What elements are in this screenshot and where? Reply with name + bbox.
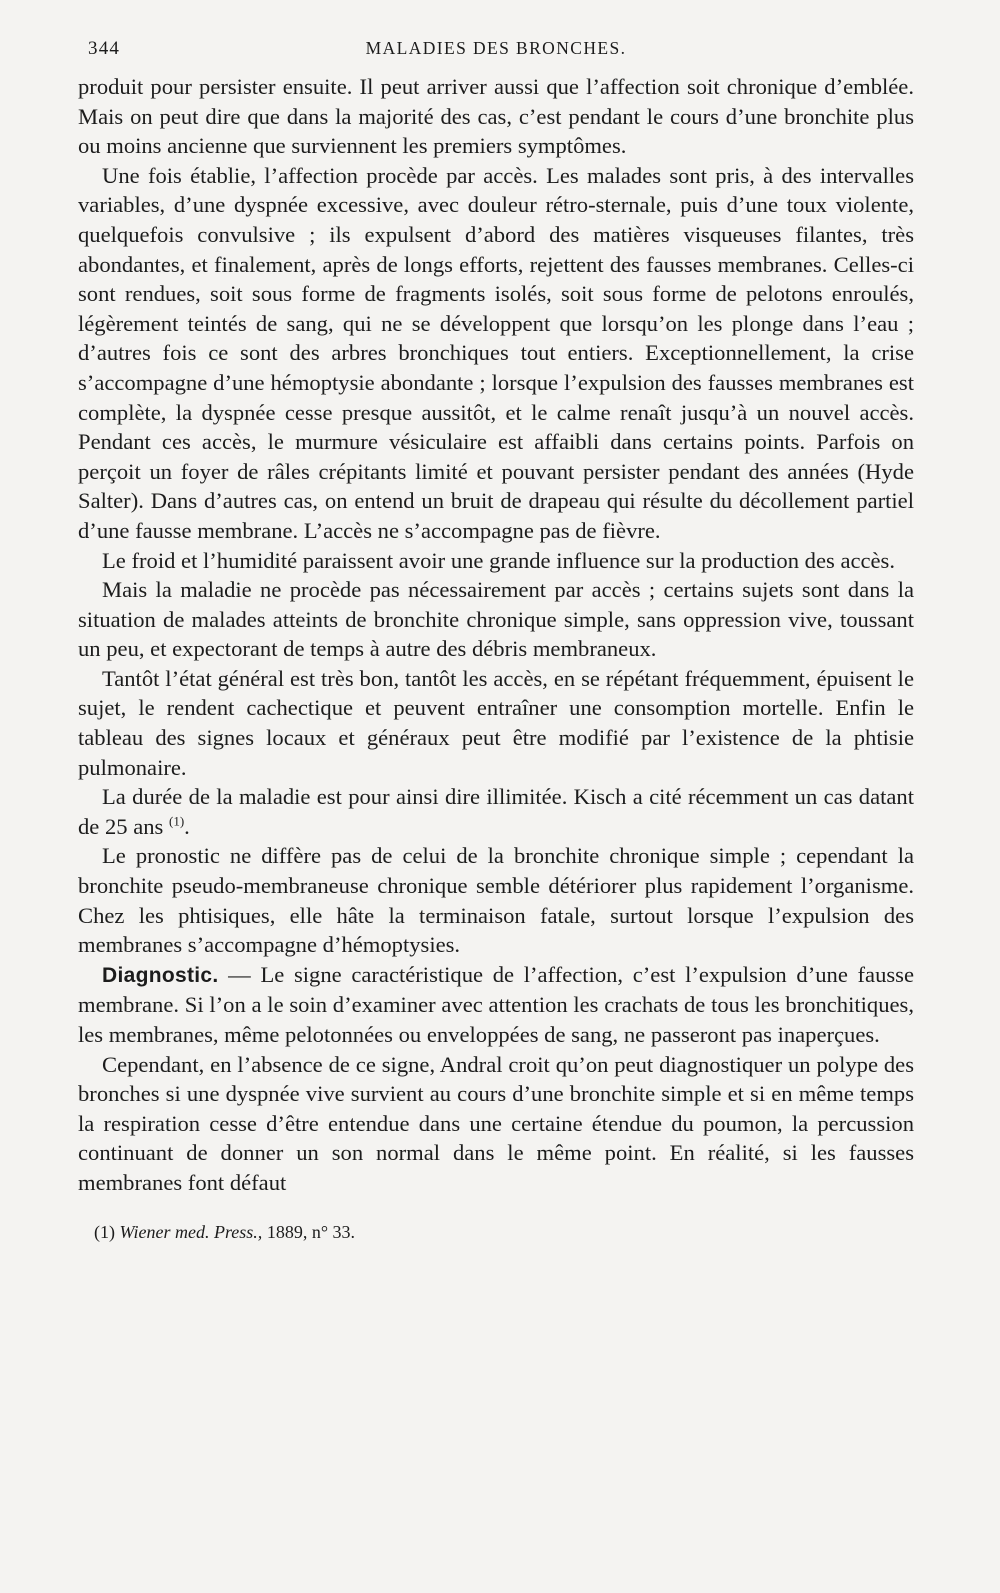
paragraph-acces: Une fois établie, l’affection procède par accès. Les malades sont pris, à des intervalles variables, d’une dyspnée excessive, avec douleur rétro-sternale, puis d’une toux violente, quelquefois convulsive ; ils expulsent d’abord des matières visqueuses filantes, très abondantes, et finalement, après de longs efforts, rejettent des fausses membranes. Celles-ci sont rendues, soit sous forme de fragments isolés, soit sous forme de pelotons enroulés, légèrement teintés de sang, qui ne se développent que lorsqu’on les plonge dans l’eau ; d’autres fois ce sont des arbres bronchiques tout entiers. Exceptionnellement, la crise s’accompagne d’une hémoptysie abondante ; lorsque l’expulsion des fausses membranes est complète, la dyspnée cesse presque aussitôt, et le calme renaît jusqu’à un nouvel accès. Pendant ces accès, le murmure vésiculaire est affaibli dans certains points. Parfois on perçoit un foyer de râles crépitants limité et pouvant persister pendant des années (Hyde Salter). Dans d’autres cas, on entend un bruit de drapeau qui résulte du décollement partiel d’une fausse membrane. L’accès ne s’accompagne pas de fièvre. (78, 162, 914, 543)
diagnostic-heading: Diagnostic. (102, 963, 219, 987)
paragraph-diagnostic (78, 960, 914, 1050)
running-title: MALADIES DES BRONCHES. (365, 38, 627, 58)
footnote-marker: (1) (94, 1221, 115, 1242)
duree-text: La durée de la maladie est pour ainsi dire illimitée. Kisch a cité récemment un cas datant de 25 ans (78, 784, 914, 839)
diagnostic-text: — Le signe caractéristique de l’affection, c’est l’expulsion d’une fausse membrane. Si l’on a le soin d’examiner avec attention les crachats de tous les bronchitiques, les membranes, même pelotonnées ou enveloppées de sang, ne passeront pas inaperçues. (78, 961, 914, 1047)
footnote-item (94, 1220, 914, 1244)
paragraph-andral: Cependant, en l’absence de ce signe, Andral croit qu’on peut diagnostiquer un polype des bronches si une dyspnée vive survient au cours d’une bronchite simple et si en même temps la respiration cesse d’être entendue dans une certaine étendue du poumon, la percussion continuant de donner un son normal dans le même point. En réalité, si les fausses membranes font défaut (78, 1051, 914, 1195)
footnote-reference: (1) (169, 813, 185, 829)
paragraph-sujets: Mais la maladie ne procède pas nécessairement par accès ; certains sujets sont dans la situation de malades atteints de bronchite chronique simple, sans oppression vive, toussant un peu, et expectorant de temps à autre des débris membraneux. (78, 577, 914, 662)
footnote-reference-suffix: . (184, 813, 190, 839)
paragraph-duree (78, 782, 914, 841)
paragraph-pronostic: Le pronostic ne diffère pas de celui de la bronchite chronique simple ; cependant la bronchite pseudo-membraneuse chronique semble détériorer plus rapidement l’organisme. Chez les phtisiques, elle hâte la terminaison fatale, surtout lorsque l’expulsion des membranes s’accompagne d’hémoptysies. (78, 843, 914, 958)
footnote-detail: 1889, n° 33. (266, 1221, 356, 1242)
body-text (78, 72, 914, 1198)
paragraph-etat-general: Tantôt l’état général est très bon, tantôt les accès, en se répétant fréquemment, épuisent le sujet, le rendent cachectique et peuvent entraîner une consomption mortelle. Enfin le tableau des signes locaux et généraux peut être modifié par l’existence de la phtisie pulmonaire. (78, 665, 914, 780)
paragraph-froid: Le froid et l’humidité paraissent avoir une grande influence sur la production des accès. (102, 547, 895, 573)
paragraph-continued: produit pour persister ensuite. Il peut arriver aussi que l’affection soit chronique d’emblée. Mais on peut dire que dans la majorité des cas, c’est pendant le cours d’une bronchite plus ou moins ancienne que surviennent les premiers symptômes. (78, 74, 914, 159)
footnote-source: Wiener med. Press., (119, 1221, 263, 1242)
footnotes (78, 1220, 914, 1244)
page-number: 344 (88, 38, 121, 59)
running-head (78, 38, 914, 72)
